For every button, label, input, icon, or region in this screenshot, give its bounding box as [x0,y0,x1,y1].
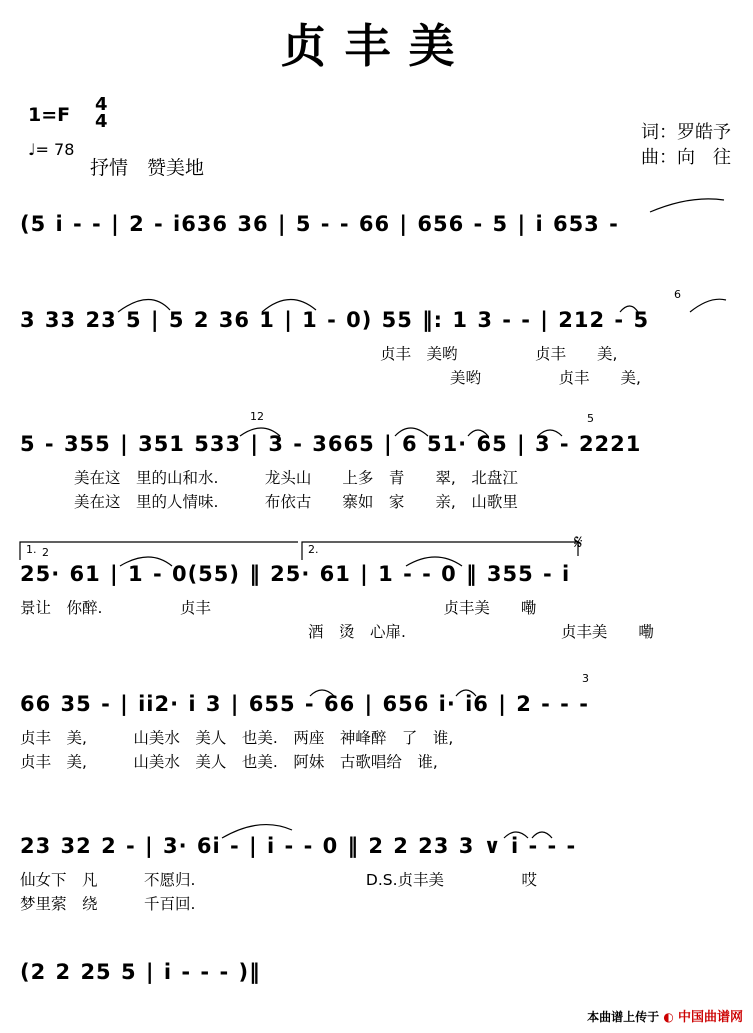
tuplet-marker: 12 [250,410,264,423]
grace-note-3: 3 [582,672,589,685]
volta-2-label: 2. [308,543,319,556]
grace-note-6: 6 [674,288,681,301]
lyric-row-3-verse-1: 美在这 里的山和水. 龙头山 上多 青 翠, 北盘江 [74,469,518,487]
key-signature: 1=F [28,104,71,126]
lyric-row-4-verse-2: 酒 烫 心扉. 贞丰美 嘞 [308,623,654,641]
score-row-5 [18,692,733,772]
notation-row-6: 23 32 2 - | 3· 6i - | i - - 0 ‖ 2 2 23 3 ∨ i - - - [20,834,577,858]
lyric-row-5-verse-1: 贞丰 美, 山美水 美人 也美. 两座 神峰醉 了 谁, [20,729,454,747]
composer-credit: 曲：向 往 [641,147,731,168]
notation-row-3: 5 - 355 | 351 533 | 3 - 3665 | 6 51· 65 | 3 - 2221 [20,432,642,456]
song-title: 贞丰美 [280,19,473,73]
notation-row-2: 3 33 23 5 | 5 2 36 1 | 1 - 0) 55 ‖: 1 3 - - | 212 - 5 [20,308,650,332]
lyric-row-6-verse-1: 仙女下 凡 不愿归. D.S.贞丰美 哎 [20,871,538,889]
score-row-1 [18,212,733,272]
lyric-row-2-verse-1: 贞丰 美哟 贞丰 美, [380,345,618,363]
lyric-row-4-verse-1: 景让 你醉. 贞丰 贞丰美 嘞 [20,599,537,617]
score-row-2 [18,308,733,388]
time-signature-top: 4 [95,94,108,115]
expression-marking: 抒情 赞美地 [90,157,205,179]
score-row-4 [18,562,733,642]
lyric-row-2-verse-2: 美哟 贞丰 美, [450,369,641,387]
lyric-row-6-verse-2: 梦里萦 绕 千百回. [20,895,196,913]
score-row-3 [18,432,733,512]
time-signature-bottom: 4 [95,111,108,132]
lyric-row-3-verse-2: 美在这 里的人情味. 布依古 寨如 家 亲, 山歌里 [74,493,518,511]
time-signature [95,96,108,130]
grace-note-2: 2 [42,546,49,559]
lyricist-credit: 词：罗皓予 [641,122,731,143]
tempo-marking: ♩= 78 [28,140,75,159]
notation-row-1: (5 i - - | 2 - i636 36 | 5 - - 66 | 656 - 5 | i 653 - [20,212,619,236]
grace-note-5: 5 [587,412,594,425]
footer-credit [587,1006,743,1025]
volta-1-label: 1. [26,543,37,556]
lyric-row-5-verse-2: 贞丰 美, 山美水 美人 也美. 阿妹 古歌唱给 谁, [20,753,438,771]
notation-row-7: (2 2 25 5 | i - - - )‖ [20,960,261,984]
score-row-6 [18,834,733,914]
notation-row-4: 25· 61 | 1 - 0(55) ‖ 25· 61 | 1 - - 0 ‖ 355 - i [20,562,571,586]
footer-brand: 中国曲谱网 [677,1010,743,1025]
footer-upload-text: 本曲谱上传于 [587,1010,660,1024]
segno-icon: 𝄋 [574,530,583,554]
site-logo-icon: ◐ [663,1010,674,1024]
notation-row-5: 66 35 - | ii2· i 3 | 655 - 66 | 656 i· i6 | 2 - - - [20,692,589,716]
